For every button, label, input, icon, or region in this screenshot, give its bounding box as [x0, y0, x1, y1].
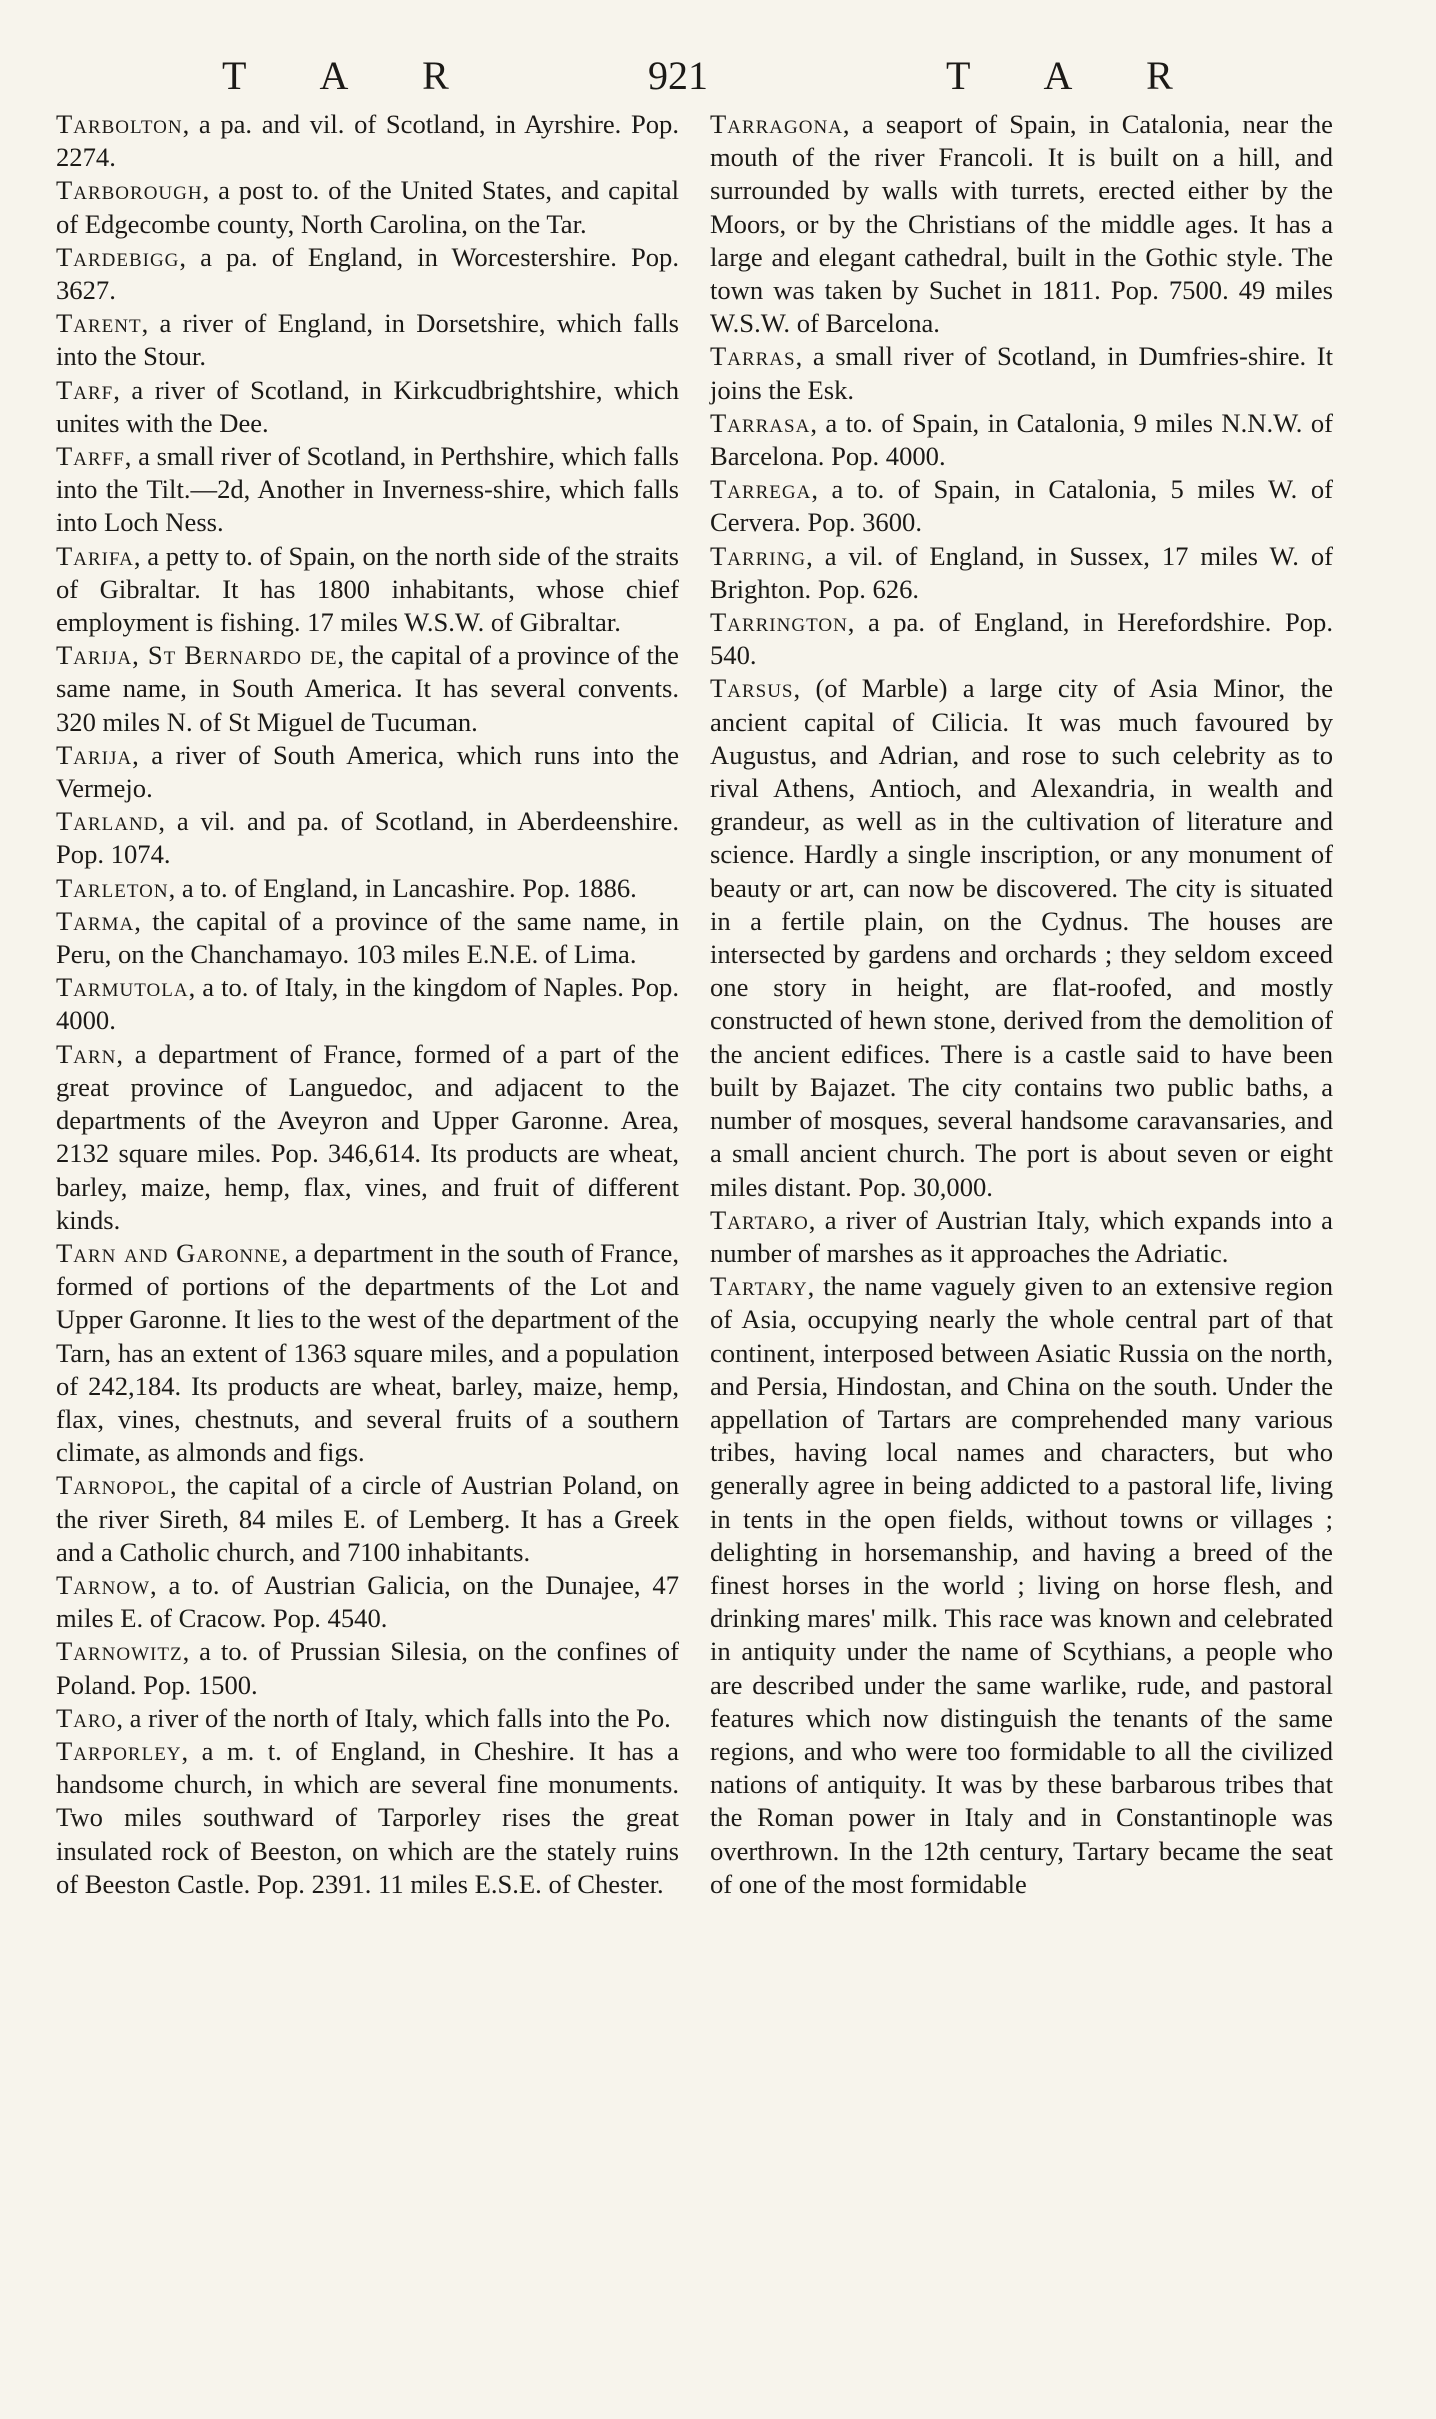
entry-headword: Taro — [56, 1702, 117, 1733]
gazetteer-entry — [56, 971, 679, 1037]
entry-headword: Tarrasa — [710, 407, 811, 438]
gazetteer-entry — [56, 1038, 679, 1237]
entry-headword: Tarmutola — [56, 972, 189, 1003]
gazetteer-entry — [56, 540, 679, 640]
gazetteer-entry — [56, 1569, 679, 1635]
entry-headword: Tarleton — [56, 872, 169, 903]
entry-text: , a pa. and vil. of Scotland, in Ayrshire. Pop. 2274. — [56, 109, 679, 173]
entry-text: , a river of England, in Dorsetshire, which falls into the Stour. — [56, 308, 679, 372]
gazetteer-entry — [56, 805, 679, 871]
gazetteer-entry — [710, 473, 1333, 539]
entry-text: , a to. of Italy, in the kingdom of Naples. Pop. 4000. — [56, 972, 679, 1036]
gazetteer-entry — [56, 440, 679, 540]
entry-text: , a department in the south of France, formed of portions of the departments of the Lot and Upper Garonne. It lies to the west of the department of the Tarn, has an extent of 1363 square miles, and a population of 242,184. Its products are wheat, barley, maize, hemp, flax, vines, chestnuts, and several fruits of a southern climate, as almonds and figs. — [56, 1237, 679, 1468]
entry-headword: Tarrega — [710, 474, 812, 505]
entry-text: , a to. of Prussian Silesia, on the confines of Poland. Pop. 1500. — [56, 1636, 679, 1700]
entry-headword: Tarma — [56, 905, 135, 936]
gazetteer-entry — [56, 1635, 679, 1701]
entry-text: , a m. t. of England, in Cheshire. It has a handsome church, in which are several fine monuments. Two miles southward of Tarporley rises the great insulated rock of Beeston, on which are the stately ruins of Beeston Castle. Pop. 2391. 11 miles E.S.E. of Chester. — [56, 1735, 679, 1899]
gazetteer-entry — [56, 241, 679, 307]
left-column — [56, 108, 679, 1901]
entry-text: , a pa. of England, in Worcestershire. Pop. 3627. — [56, 241, 679, 306]
entry-headword: Tardebigg — [56, 241, 180, 272]
entry-headword: Tarring — [710, 540, 807, 571]
gazetteer-entry — [56, 307, 679, 373]
entry-headword: Tarf — [56, 374, 114, 405]
entry-headword: Tarnow — [56, 1569, 151, 1600]
gazetteer-entry — [56, 374, 679, 440]
entry-text: , a to. of Spain, in Catalonia, 9 miles N.N.W. of Barcelona. Pop. 4000. — [710, 407, 1333, 472]
running-head — [0, 52, 1436, 102]
entry-text: , a petty to. of Spain, on the north side of the straits of Gibraltar. It has 1800 inhabitants, whose chief employment is fishing. 17 miles W.S.W. of Gibraltar. — [56, 540, 679, 638]
page-number: 921 — [648, 53, 708, 98]
running-head-left: T A R — [222, 53, 471, 98]
gazetteer-entry — [56, 1735, 679, 1901]
gazetteer-entry — [710, 606, 1333, 672]
gazetteer-entry — [56, 905, 679, 971]
entry-headword: Tarija, St Bernardo de — [56, 640, 338, 671]
entry-headword: Tarifa — [56, 540, 134, 571]
running-head-right: T A R — [946, 53, 1195, 98]
entry-headword: Tarn — [56, 1038, 117, 1069]
gazetteer-entry — [710, 407, 1333, 473]
gazetteer-entry — [56, 1237, 679, 1469]
entry-text: , the capital of a province of the same name, in South America. It has several convents. 320 miles N. of St Miguel de Tucuman. — [56, 640, 679, 737]
entry-text: , a to. of Austrian Galicia, on the Dunajee, 47 miles E. of Cracow. Pop. 4540. — [56, 1569, 679, 1634]
entry-headword: Tarnopol — [56, 1470, 170, 1501]
gazetteer-entry — [56, 1702, 679, 1735]
entry-headword: Tarbolton — [56, 109, 183, 139]
gazetteer-entry — [710, 340, 1333, 406]
entry-text: , a to. of England, in Lancashire. Pop. 1886. — [168, 872, 637, 903]
entry-text: , the capital of a circle of Austrian Poland, on the river Sireth, 84 miles E. of Lemberg. It has a Greek and a Catholic church, and 7100 inhabitants. — [56, 1470, 679, 1567]
gazetteer-entry — [710, 1204, 1333, 1270]
gazetteer-entry — [710, 672, 1333, 1203]
gazetteer-entry — [56, 872, 679, 905]
gazetteer-entry — [710, 1270, 1333, 1901]
entry-headword: Tarsus — [710, 673, 794, 704]
entry-text: , a river of the north of Italy, which falls into the Po. — [116, 1702, 671, 1733]
entry-text: , the capital of a province of the same name, in Peru, on the Chanchamayo. 103 miles E.N.E. of Lima. — [56, 905, 679, 970]
gazetteer-entry — [710, 108, 1333, 340]
entry-headword: Tartaro — [710, 1204, 809, 1235]
entry-headword: Tarija — [56, 739, 133, 770]
entry-text: , a pa. of England, in Herefordshire. Pop. 540. — [710, 607, 1333, 671]
entry-text: , a river of Austrian Italy, which expands into a number of marshes as it approaches the Adriatic. — [710, 1204, 1333, 1268]
entry-headword: Tarrington — [710, 607, 848, 638]
entry-text: , a post to. of the United States, and capital of Edgecombe county, North Carolina, on the Tar. — [56, 175, 679, 239]
entry-text: , a small river of Scotland, in Perthshire, which falls into the Tilt.—2d, Another in Inverness-shire, which falls into Loch Ness. — [56, 441, 679, 538]
entry-text: , a river of Scotland, in Kirkcudbrightshire, which unites with the Dee. — [56, 374, 679, 438]
entry-headword: Tarborough — [56, 175, 203, 206]
entry-headword: Tartary — [710, 1271, 808, 1302]
entry-headword: Tarnowitz — [56, 1636, 183, 1667]
entry-text: , a department of France, formed of a part of the great province of Languedoc, and adjacent to the departments of the Aveyron and Upper Garonne. Area, 2132 square miles. Pop. 346,614. Its products are wheat, barley, maize, hemp, flax, vines, and fruit of different kinds. — [56, 1038, 679, 1235]
entry-headword: Tarland — [56, 806, 159, 837]
entry-text: , a vil. and pa. of Scotland, in Aberdeenshire. Pop. 1074. — [56, 806, 679, 870]
entry-text: , (of Marble) a large city of Asia Minor, the ancient capital of Cilicia. It was much favoured by Augustus, and Adrian, and rose to such celebrity as to rival Athens, Antioch, and Alexandria, in wealth and grandeur, as well as in the cultivation of literature and science. Hardly a single inscription, or any monument of beauty or art, can now be discovered. The city is situated in a fertile plain, on the Cydnus. The houses are intersected by gardens and orchards ; they seldom exceed one story in height, are flat-roofed, and mostly constructed of hewn stone, derived from the demolition of the ancient edifices. There is a castle said to have been built by Bajazet. The city contains two public baths, a number of mosques, several handsome caravansaries, and a small ancient church. The port is about seven or eight miles distant. Pop. 30,000. — [710, 673, 1333, 1202]
gazetteer-entry — [56, 174, 679, 240]
entry-text: , a river of South America, which runs into the Vermejo. — [56, 739, 679, 804]
entry-headword: Tarragona — [710, 109, 843, 139]
gazetteer-entry — [56, 1469, 679, 1569]
entry-headword: Tarn and Garonne — [56, 1237, 282, 1268]
right-column — [710, 108, 1333, 1901]
entry-text: , a small river of Scotland, in Dumfries-shire. It joins the Esk. — [710, 341, 1333, 405]
gazetteer-entry — [56, 639, 679, 739]
gazetteer-entry — [710, 540, 1333, 606]
entry-text: , the name vaguely given to an extensive region of Asia, occupying nearly the whole central part of that continent, interposed between Asiatic Russia on the north, and Persia, Hindostan, and China on the south. Under the appellation of Tartars are comprehended many various tribes, having local names and characters, but who generally agree in being addicted to a pastoral life, living in tents in the open fields, without towns or villages ; delighting in horsemanship, and having a breed of the finest horses in the world ; living on horse flesh, and drinking mares' milk. This race was known and celebrated in antiquity under the name of Scythians, a people who are described under the same warlike, rude, and pastoral features which now distinguish the tenants of the same regions, and who were too formidable to all the civilized nations of antiquity. It was by these barbarous tribes that the Roman power in Italy and in Constantinople was overthrown. In the 12th century, Tartary became the seat of one of the most formidable — [710, 1271, 1333, 1899]
entry-headword: Tarent — [56, 308, 142, 339]
gazetteer-entry — [56, 739, 679, 805]
entry-headword: Tarporley — [56, 1735, 182, 1766]
entry-headword: Tarff — [56, 441, 125, 472]
entry-text: , a seaport of Spain, in Catalonia, near the mouth of the river Francoli. It is built on a hill, and surrounded by walls with turrets, erected either by the Moors, or by the Christians of the middle ages. It has a large and elegant cathedral, built in the Gothic style. The town was taken by Suchet in 1811. Pop. 7500. 49 miles W.S.W. of Barcelona. — [710, 109, 1333, 339]
entry-text: , a vil. of England, in Sussex, 17 miles W. of Brighton. Pop. 626. — [710, 540, 1333, 604]
entry-text: , a to. of Spain, in Catalonia, 5 miles W. of Cervera. Pop. 3600. — [710, 474, 1333, 538]
gazetteer-entry — [56, 108, 679, 174]
entry-headword: Tarras — [710, 341, 796, 372]
